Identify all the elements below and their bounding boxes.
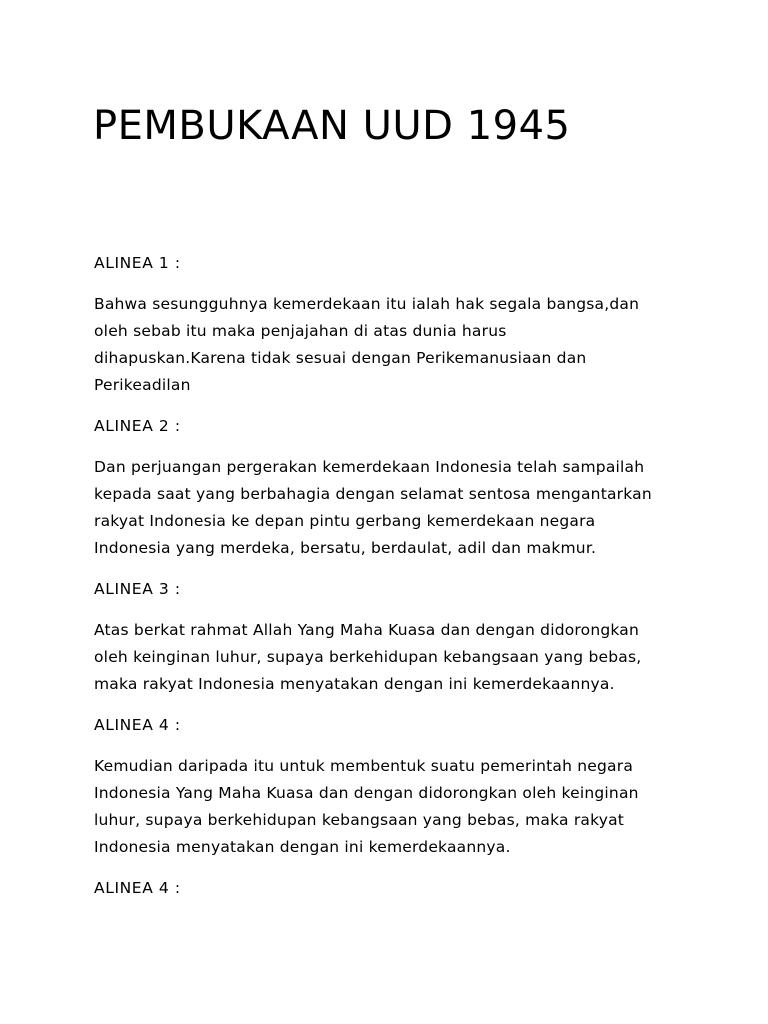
document-body xyxy=(94,250,694,916)
paragraph-line: Perikeadilan xyxy=(94,376,191,394)
section-alinea-4 xyxy=(94,712,694,861)
document-title: PEMBUKAAN UUD 1945 xyxy=(93,103,571,149)
paragraph-line: Indonesia menyatakan dengan ini kemerdekaannya. xyxy=(94,838,511,856)
section-alinea-1 xyxy=(94,250,694,399)
paragraph-line: maka rakyat Indonesia menyatakan dengan ini kemerdekaannya. xyxy=(94,675,615,693)
section-paragraph xyxy=(94,454,694,562)
section-paragraph xyxy=(94,617,694,698)
section-heading: ALINEA 2 : xyxy=(94,417,181,435)
paragraph-line: luhur, supaya berkehidupan kebangsaan yang bebas, maka rakyat xyxy=(94,811,625,829)
section-heading: ALINEA 4 : xyxy=(94,879,181,897)
section-heading: ALINEA 4 : xyxy=(94,716,181,734)
section-alinea-3 xyxy=(94,576,694,698)
paragraph-line: Indonesia yang merdeka, bersatu, berdaulat, adil dan makmur. xyxy=(94,539,597,557)
paragraph-line: rakyat Indonesia ke depan pintu gerbang kemerdekaan negara xyxy=(94,512,596,530)
paragraph-line: Bahwa sesungguhnya kemerdekaan itu ialah hak segala bangsa,dan xyxy=(94,295,640,313)
section-paragraph xyxy=(94,291,694,399)
section-alinea-4-repeat xyxy=(94,875,694,902)
section-heading: ALINEA 1 : xyxy=(94,254,181,272)
paragraph-line: oleh sebab itu maka penjajahan di atas dunia harus xyxy=(94,322,507,340)
paragraph-line: Atas berkat rahmat Allah Yang Maha Kuasa dan dengan didorongkan xyxy=(94,621,640,639)
section-heading: ALINEA 3 : xyxy=(94,580,181,598)
paragraph-line: dihapuskan.Karena tidak sesuai dengan Perikemanusiaan dan xyxy=(94,349,587,367)
section-paragraph xyxy=(94,753,694,861)
paragraph-line: kepada saat yang berbahagia dengan selamat sentosa mengantarkan xyxy=(94,485,652,503)
paragraph-line: Kemudian daripada itu untuk membentuk suatu pemerintah negara xyxy=(94,757,634,775)
paragraph-line: Indonesia Yang Maha Kuasa dan dengan didorongkan oleh keinginan xyxy=(94,784,639,802)
section-alinea-2 xyxy=(94,413,694,562)
paragraph-line: Dan perjuangan pergerakan kemerdekaan Indonesia telah sampailah xyxy=(94,458,645,476)
paragraph-line: oleh keinginan luhur, supaya berkehidupan kebangsaan yang bebas, xyxy=(94,648,642,666)
